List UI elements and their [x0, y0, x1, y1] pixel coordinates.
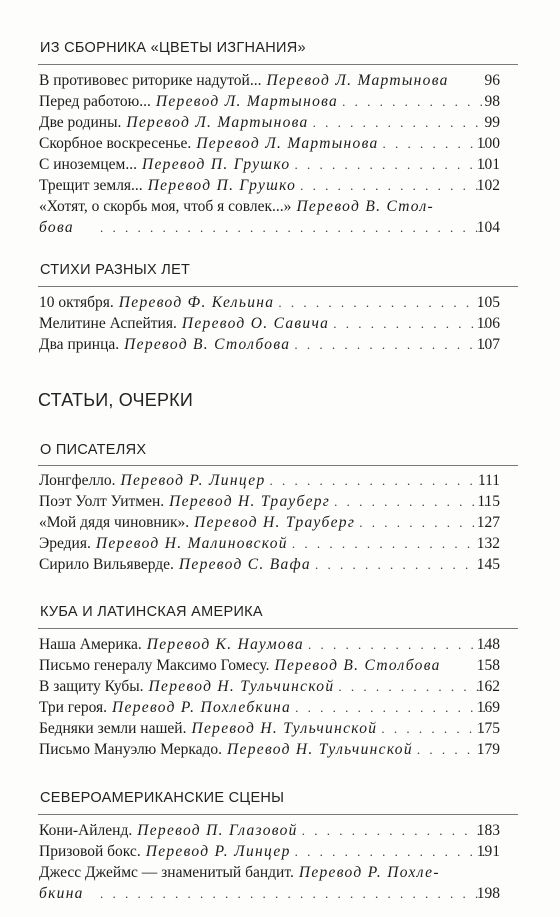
entry-translator: Перевод Л. Мартынова	[126, 114, 309, 131]
entry-page: 179	[476, 741, 500, 758]
entry-page: 101	[476, 156, 500, 173]
entry-title: «Мой дядя чиновник».	[39, 514, 190, 531]
entry-translator: Перевод П. Грушко	[141, 156, 291, 173]
entry-translator: Перевод П. Глазовой	[137, 822, 298, 839]
entry-page: 98	[484, 93, 500, 110]
entry-translator: Перевод Л. Мартынова	[266, 72, 449, 89]
toc-entry	[39, 512, 497, 534]
leader-dots	[295, 697, 491, 719]
entry-page: 107	[476, 336, 500, 353]
entry-title: Поэт Уолт Уитмен.	[39, 493, 165, 510]
leader-line	[96, 217, 497, 239]
entry-title: «Хотят, о скорбь моя, чтоб я совлек...»	[39, 198, 292, 215]
entry-translator: Перевод В. Столбова	[274, 657, 441, 674]
leader-dots	[100, 883, 491, 905]
entry-translator: Перевод Н. Трауберг	[194, 514, 356, 531]
entry-title: Письмо генералу Максимо Гомесу.	[39, 657, 270, 674]
leader-line	[96, 883, 497, 905]
toc-entry	[39, 697, 497, 719]
part-heading: СТАТЬИ, ОЧЕРКИ	[38, 390, 193, 410]
leader-dots	[295, 841, 491, 863]
section-rule	[38, 465, 518, 466]
toc-entry	[39, 133, 497, 155]
section-heading: ИЗ СБОРНИКА «ЦВЕТЫ ИЗГНАНИЯ»	[40, 40, 306, 56]
entry-page: 100	[476, 135, 500, 152]
entry-page: 127	[476, 514, 500, 531]
entry-translator: Перевод В. Стол-	[296, 198, 434, 215]
leader-dots	[338, 676, 491, 698]
entry-page: 115	[477, 493, 500, 510]
entry-title: В противовес риторике надутой...	[39, 72, 262, 89]
section-heading: КУБА И ЛАТИНСКАЯ АМЕРИКА	[40, 604, 263, 620]
section-rule	[38, 286, 518, 287]
entry-page: 198	[476, 885, 500, 902]
section-rule	[38, 64, 518, 65]
entry-title: С иноземцем...	[39, 156, 137, 173]
entry-title: Мелитине Аспейтия.	[39, 315, 177, 332]
entry-page: 162	[476, 678, 500, 695]
leader-dots	[100, 217, 491, 239]
entry-translator: Перевод Н. Малиновской	[95, 535, 288, 552]
entry-title: Кони-Айленд.	[39, 822, 133, 839]
toc-entry	[39, 470, 497, 492]
toc-entry	[39, 292, 497, 314]
entry-page: 145	[476, 556, 500, 573]
entry-translator: Перевод О. Савича	[181, 315, 330, 332]
leader-dots	[313, 112, 491, 134]
toc-entry	[39, 718, 497, 740]
entry-translator: Перевод К. Наумова	[146, 636, 304, 653]
entry-page: 175	[476, 720, 500, 737]
entry-page: 183	[476, 822, 500, 839]
toc-entry	[39, 739, 497, 761]
toc-entry	[39, 676, 497, 698]
toc-entry	[39, 862, 497, 884]
entry-page: 169	[476, 699, 500, 716]
entry-title: 10 октября.	[39, 294, 114, 311]
toc-entry	[39, 154, 497, 176]
entry-page: 111	[477, 472, 500, 489]
toc-entry	[39, 112, 497, 134]
entry-page: 158	[476, 657, 500, 674]
entry-page: 148	[476, 636, 500, 653]
leader-dots	[308, 634, 491, 656]
leader-dots	[294, 154, 491, 176]
section-heading: СЕВЕРОАМЕРИКАНСКИЕ СЦЕНЫ	[40, 790, 285, 806]
entry-translator: Перевод Н. Тульчинской	[191, 720, 378, 737]
entry-translator: Перевод В. Столбова	[124, 336, 291, 353]
toc-entry	[39, 334, 497, 356]
leader-dots	[333, 313, 491, 335]
toc-entry	[39, 841, 497, 863]
toc-entry	[39, 196, 497, 218]
entry-title: Перед работою...	[39, 93, 151, 110]
entry-translator-continuation: бкина	[39, 885, 84, 902]
entry-title: Бедняки земли нашей.	[39, 720, 187, 737]
toc-entry	[39, 820, 497, 842]
entry-translator: Перевод П. Грушко	[147, 177, 297, 194]
leader-dots	[302, 820, 491, 842]
entry-title: Скорбное воскресенье.	[39, 135, 192, 152]
entry-title: Два принца.	[39, 336, 120, 353]
toc-entry	[39, 634, 497, 656]
toc-entry	[39, 70, 497, 92]
entry-title: Письмо Мануэлю Меркадо.	[39, 741, 223, 758]
toc-entry	[39, 533, 497, 555]
leader-dots	[342, 91, 491, 113]
entry-translator: Перевод Н. Трауберг	[169, 493, 331, 510]
leader-dots	[270, 470, 491, 492]
leader-dots	[294, 334, 491, 356]
entry-title: Трещит земля...	[39, 177, 143, 194]
entry-translator-continuation: бова	[39, 219, 74, 236]
entry-translator: Перевод С. Вафа	[178, 556, 311, 573]
leader-dots	[300, 175, 491, 197]
entry-title: Призовой бокс.	[39, 843, 141, 860]
entry-title: Сирило Вильяверде.	[39, 556, 174, 573]
entry-title: Три героя.	[39, 699, 108, 716]
toc-entry	[39, 313, 497, 335]
entry-title: Две родины.	[39, 114, 122, 131]
toc-entry	[39, 554, 497, 576]
toc-entry	[39, 655, 497, 677]
entry-translator: Перевод Ф. Кельина	[118, 294, 275, 311]
toc-entry	[39, 91, 497, 113]
entry-translator: Перевод Н. Тульчинской	[148, 678, 335, 695]
leader-dots	[334, 491, 491, 513]
section-rule	[38, 628, 518, 629]
toc-entry	[39, 175, 497, 197]
entry-page: 132	[476, 535, 500, 552]
entry-page: 105	[476, 294, 500, 311]
section-heading: О ПИСАТЕЛЯХ	[40, 442, 147, 458]
entry-page: 104	[476, 219, 500, 236]
entry-translator: Перевод Н. Тульчинской	[227, 741, 413, 758]
entry-page: 102	[476, 177, 500, 194]
leader-dots	[278, 292, 491, 314]
entry-page: 99	[484, 114, 500, 131]
entry-translator: Перевод Л. Мартынова	[196, 135, 379, 152]
entry-page: 96	[484, 72, 500, 89]
entry-title: В защиту Кубы.	[39, 678, 144, 695]
section-heading: СТИХИ РАЗНЫХ ЛЕТ	[40, 262, 191, 278]
entry-translator: Перевод Р. Линцер	[120, 472, 266, 489]
leader-dots	[292, 533, 491, 555]
entry-page: 106	[476, 315, 500, 332]
entry-translator: Перевод Р. Линцер	[145, 843, 291, 860]
toc-entry	[39, 491, 497, 513]
entry-page: 191	[476, 843, 500, 860]
entry-translator: Перевод Р. Похлебкина	[112, 699, 292, 716]
entry-title: Лонгфелло.	[39, 472, 116, 489]
entry-title: Наша Америка.	[39, 636, 142, 653]
entry-title: Эредия.	[39, 535, 91, 552]
entry-translator: Перевод Л. Мартынова	[155, 93, 339, 110]
leader-dots	[315, 554, 491, 576]
entry-translator: Перевод Р. Похле-	[298, 864, 440, 881]
entry-title: Джесс Джеймс — знаменитый бандит.	[39, 864, 294, 881]
section-rule	[38, 814, 518, 815]
